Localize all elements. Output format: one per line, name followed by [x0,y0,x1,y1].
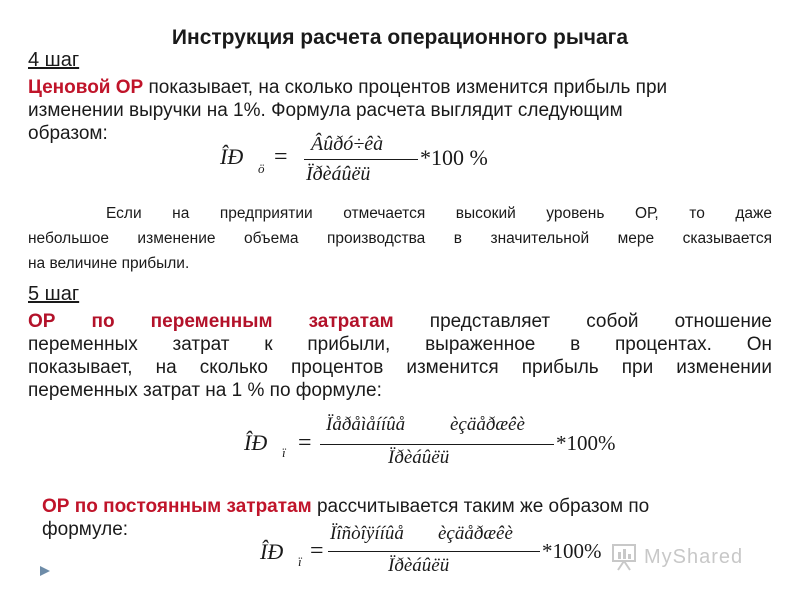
formula-numerator-b: èçäåðæêè [438,523,513,544]
fraction-bar [304,159,418,160]
formula-numerator: Âûðó÷êà [311,133,384,155]
note-line-2: небольшое изменение объема производства в значительной мере сказывается [28,230,772,247]
fraction-bar [320,444,554,445]
formula-subscript: ï [298,554,302,569]
formula-lhs: ÎÐ [244,430,268,455]
formula-variable-or [238,412,638,472]
note-line-3: на величине прибыли. [28,255,190,272]
formula-numerator-b: èçäåðæêè [450,414,525,435]
formula-equals: = [274,144,288,170]
step-4-line-1 [28,76,788,99]
term-variable-or: ОР по переменным затратам [28,311,394,332]
step-4-line-1-rest: показывает, на сколько процентов изменится прибыль при [143,77,668,98]
formula-numerator-a: Ïåðåìåííûå [326,414,406,435]
formula-lhs: ÎÐ [260,539,284,564]
formula-multiplier: *100 % [420,145,488,170]
formula-equals: = [298,430,312,456]
formula-fixed-or [258,523,618,583]
step-5-line-2: переменных затрат к прибыли, выраженное в процентах. Он [28,334,772,355]
formula-equals: = [310,538,324,564]
formula-multiplier: *100% [556,431,616,455]
fixed-or-line-2: формуле: [42,519,129,540]
formula-price-or [216,133,516,197]
step-4-line-2: изменении выручки на 1%. Формула расчета выглядит следующим [28,100,623,121]
formula-denominator: Ïðèáûëü [388,447,450,468]
step-5-line-1-rest: представляет собой отношение [393,311,773,332]
step-4-line-3: образом: [28,123,108,144]
step-4-heading: 4 шаг [28,49,80,71]
formula-multiplier: *100% [542,539,602,563]
presentation-icon [610,542,638,572]
term-price-or: Ценовой ОР [28,77,144,98]
step-5-line-4: переменных затрат на 1 % по формуле: [28,380,382,401]
fixed-or-line-1-rest: рассчитывается таким же образом по [311,496,650,517]
step-5-line-3: показывает, на сколько процентов изменится прибыль при изменении [28,357,772,378]
fraction-bar [328,551,540,552]
step-5-line-1 [28,310,772,333]
formula-numerator-a: Ïîñòîÿííûå [330,523,404,544]
term-fixed-or: ОР по постоянным затратам [42,496,312,517]
step-5-text [28,310,772,402]
watermark-text: MyShared [644,546,744,568]
formula-denominator: Ïðèáûëü [388,555,450,576]
watermark [610,538,770,578]
formula-subscript: ï [282,445,286,460]
next-slide-icon[interactable] [38,564,52,578]
step-5-heading: 5 шаг [28,283,80,305]
formula-subscript: ö [258,161,265,176]
note-line-1: Если на предприятии отмечается высокий уровень ОР, то даже [106,205,772,222]
formula-lhs: ÎÐ [220,144,244,169]
page-title: Инструкция расчета операционного рычага [171,26,629,49]
formula-denominator: Ïðèáûëü [306,163,371,185]
step-4-text [28,76,788,145]
fixed-or-line-1 [42,495,782,518]
